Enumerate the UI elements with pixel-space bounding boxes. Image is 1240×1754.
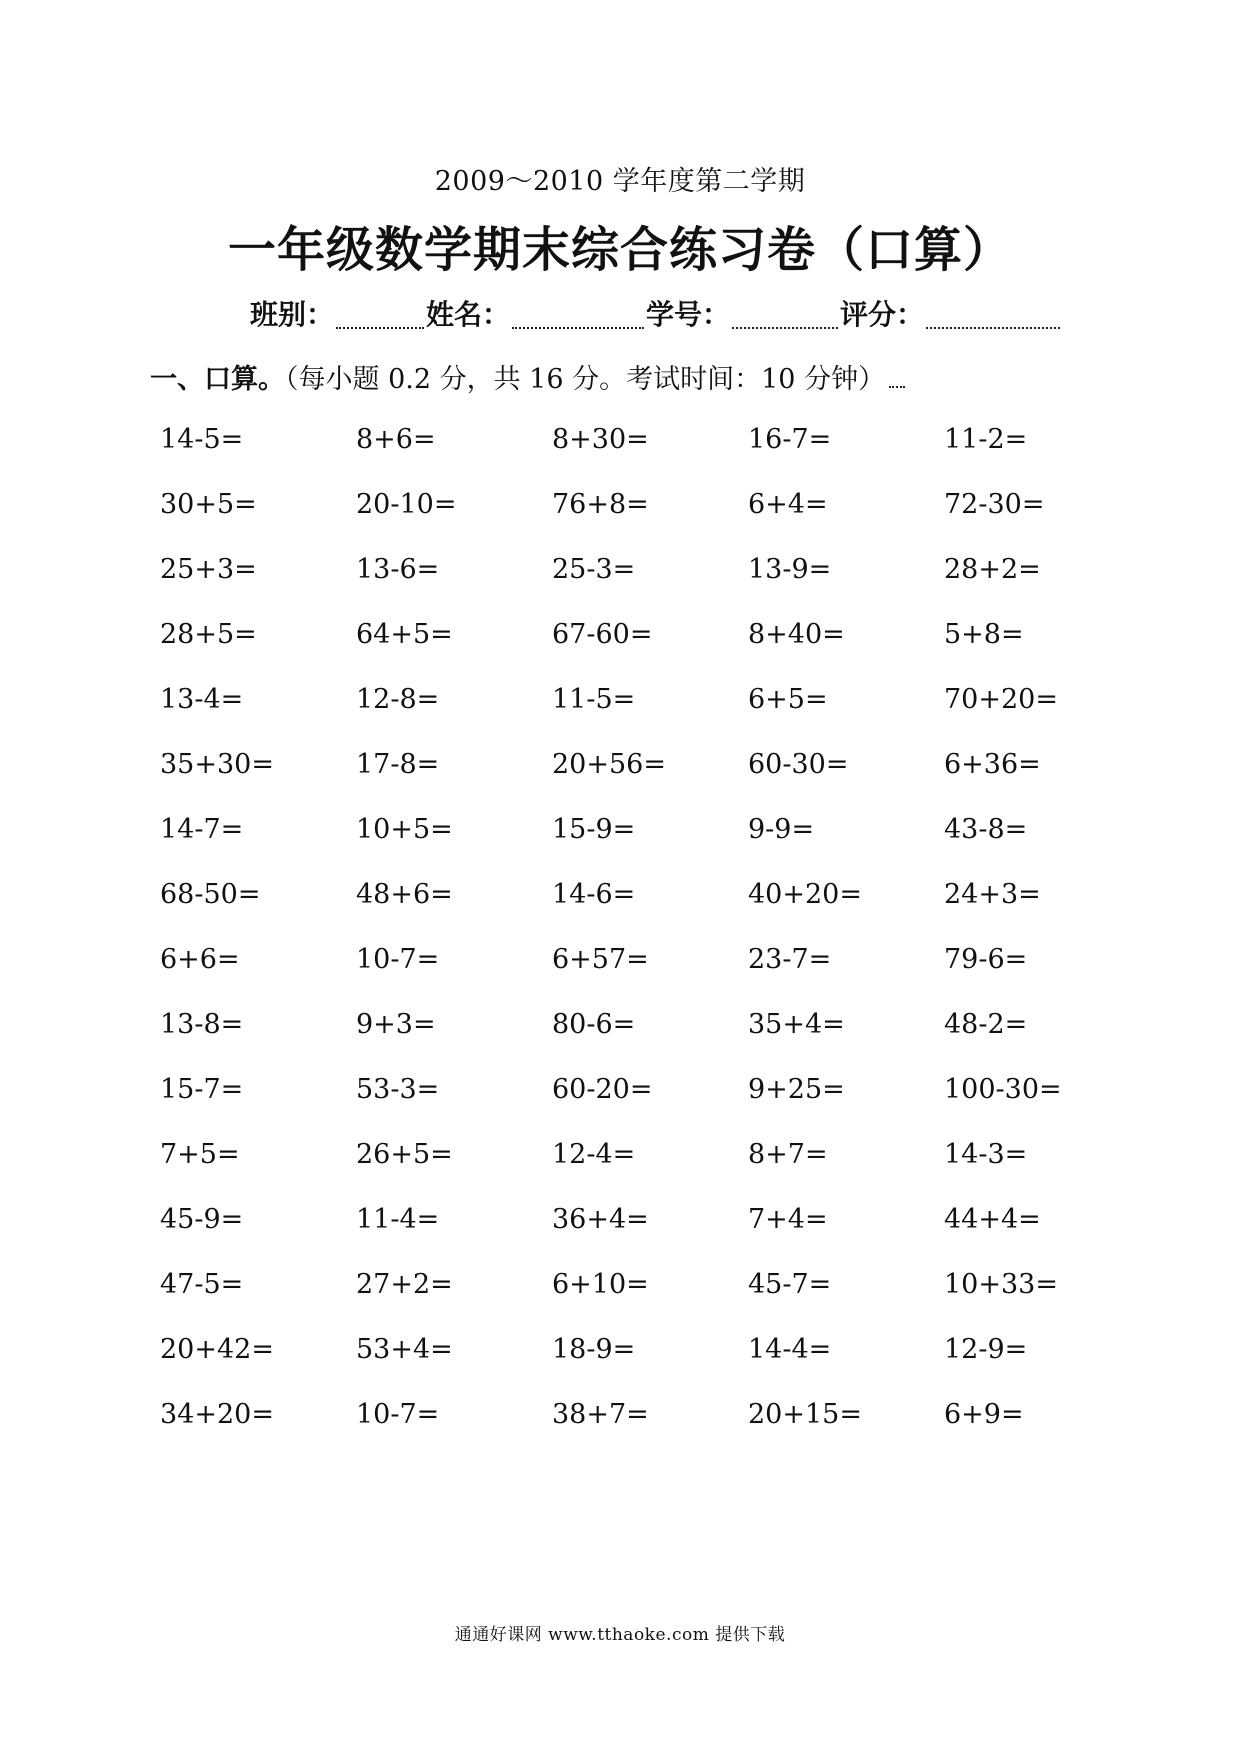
problem-text: 48+6= xyxy=(356,879,453,910)
problem-item[interactable] xyxy=(944,1330,1140,1395)
problem-item[interactable] xyxy=(160,420,356,485)
problem-item[interactable] xyxy=(944,1005,1140,1070)
problem-item[interactable] xyxy=(160,745,356,810)
problem-item[interactable] xyxy=(160,810,356,875)
problem-text: 11-2= xyxy=(944,424,1028,455)
problem-item[interactable] xyxy=(944,1200,1140,1265)
problem-text: 11-5= xyxy=(552,684,636,715)
problem-item[interactable] xyxy=(944,1070,1140,1135)
problem-text: 15-9= xyxy=(552,814,636,845)
problem-text: 14-6= xyxy=(552,879,636,910)
problem-text: 14-7= xyxy=(160,814,244,845)
problem-text: 45-9= xyxy=(160,1204,244,1235)
problem-item[interactable] xyxy=(356,485,552,550)
problem-text: 10-7= xyxy=(356,1399,440,1430)
problem-text: 6+10= xyxy=(552,1269,649,1300)
problem-text: 10+33= xyxy=(944,1269,1058,1300)
problem-text: 35+4= xyxy=(748,1009,845,1040)
problem-item[interactable] xyxy=(356,1070,552,1135)
problem-item[interactable] xyxy=(356,550,552,615)
problem-text: 68-50= xyxy=(160,879,261,910)
problem-item[interactable] xyxy=(160,680,356,745)
problem-text: 12-9= xyxy=(944,1334,1028,1365)
problem-text: 13-8= xyxy=(160,1009,244,1040)
problem-text: 70+20= xyxy=(944,684,1058,715)
class-field[interactable] xyxy=(336,297,424,329)
problem-text: 5+8= xyxy=(944,619,1024,650)
problem-item[interactable] xyxy=(552,1200,748,1265)
problem-item[interactable] xyxy=(748,1265,944,1330)
problem-text: 53+4= xyxy=(356,1334,453,1365)
problem-item[interactable] xyxy=(356,745,552,810)
problem-item[interactable] xyxy=(552,1070,748,1135)
problem-text: 47-5= xyxy=(160,1269,244,1300)
section-number: 一、口算。 xyxy=(150,364,285,395)
score-field[interactable] xyxy=(926,297,1060,329)
problem-text: 36+4= xyxy=(552,1204,649,1235)
problem-item[interactable] xyxy=(748,550,944,615)
problem-text: 6+9= xyxy=(944,1399,1024,1430)
problem-text: 6+36= xyxy=(944,749,1041,780)
problem-item[interactable] xyxy=(944,615,1140,680)
problem-item[interactable] xyxy=(748,1395,944,1460)
problem-text: 9+25= xyxy=(748,1074,845,1105)
name-label: 姓名： xyxy=(426,298,511,331)
problem-item[interactable] xyxy=(748,420,944,485)
problem-item[interactable] xyxy=(748,485,944,550)
problem-item[interactable] xyxy=(748,1330,944,1395)
problem-text: 6+4= xyxy=(748,489,828,520)
score-label: 评分： xyxy=(840,298,925,331)
problem-item[interactable] xyxy=(160,1135,356,1200)
problem-text: 6+5= xyxy=(748,684,828,715)
problem-text: 20+56= xyxy=(552,749,666,780)
problem-text: 34+20= xyxy=(160,1399,274,1430)
problem-item[interactable] xyxy=(552,1135,748,1200)
term-subtitle: 2009～2010 学年度第二学期 xyxy=(434,166,806,197)
problem-item[interactable] xyxy=(944,680,1140,745)
problem-item[interactable] xyxy=(356,1265,552,1330)
problem-text: 17-8= xyxy=(356,749,440,780)
problem-item[interactable] xyxy=(552,420,748,485)
problem-item[interactable] xyxy=(748,875,944,940)
problem-item[interactable] xyxy=(944,1135,1140,1200)
problem-item[interactable] xyxy=(748,745,944,810)
problem-item[interactable] xyxy=(944,875,1140,940)
problem-item[interactable] xyxy=(160,485,356,550)
problem-text: 67-60= xyxy=(552,619,653,650)
problem-text: 45-7= xyxy=(748,1269,832,1300)
problem-item[interactable] xyxy=(356,680,552,745)
problem-item[interactable] xyxy=(356,1135,552,1200)
problem-text: 27+2= xyxy=(356,1269,453,1300)
student-info-row xyxy=(250,293,1070,333)
problem-item[interactable] xyxy=(552,1265,748,1330)
section-dots xyxy=(889,364,905,388)
problem-item[interactable] xyxy=(356,1200,552,1265)
problem-item[interactable] xyxy=(552,680,748,745)
problem-item[interactable] xyxy=(748,1070,944,1135)
problem-item[interactable] xyxy=(552,485,748,550)
problem-item[interactable] xyxy=(552,875,748,940)
problem-text: 20+15= xyxy=(748,1399,862,1430)
problem-text: 10-7= xyxy=(356,944,440,975)
problem-text: 8+7= xyxy=(748,1139,828,1170)
problem-item[interactable] xyxy=(356,810,552,875)
problem-text: 60-20= xyxy=(552,1074,653,1105)
problem-item[interactable] xyxy=(552,550,748,615)
problem-text: 13-6= xyxy=(356,554,440,585)
problem-item[interactable] xyxy=(748,1135,944,1200)
problem-text: 6+57= xyxy=(552,944,649,975)
problem-item[interactable] xyxy=(944,940,1140,1005)
problem-item[interactable] xyxy=(944,1265,1140,1330)
problem-text: 60-30= xyxy=(748,749,849,780)
problem-item[interactable] xyxy=(748,615,944,680)
problem-text: 14-5= xyxy=(160,424,244,455)
problem-text: 28+2= xyxy=(944,554,1041,585)
problem-text: 35+30= xyxy=(160,749,274,780)
problem-text: 11-4= xyxy=(356,1204,440,1235)
problem-text: 14-4= xyxy=(748,1334,832,1365)
problem-text: 20+42= xyxy=(160,1334,274,1365)
problem-text: 76+8= xyxy=(552,489,649,520)
problem-item[interactable] xyxy=(160,875,356,940)
section-heading xyxy=(150,362,1050,398)
problem-text: 25-3= xyxy=(552,554,636,585)
problem-text: 26+5= xyxy=(356,1139,453,1170)
problem-text: 13-9= xyxy=(748,554,832,585)
problem-text: 28+5= xyxy=(160,619,257,650)
class-label: 班别： xyxy=(250,298,335,331)
problem-item[interactable] xyxy=(552,1330,748,1395)
problem-item[interactable] xyxy=(356,940,552,1005)
problem-item[interactable] xyxy=(160,940,356,1005)
footer-credit: 通通好课网 www.tthaoke.com 提供下载 xyxy=(454,1625,786,1645)
problem-text: 15-7= xyxy=(160,1074,244,1105)
student-number-label: 学号： xyxy=(646,298,731,331)
problem-item[interactable] xyxy=(160,1265,356,1330)
problem-item[interactable] xyxy=(944,810,1140,875)
problem-item[interactable] xyxy=(748,1200,944,1265)
problem-item[interactable] xyxy=(552,1005,748,1070)
problem-text: 24+3= xyxy=(944,879,1041,910)
problem-item[interactable] xyxy=(356,1395,552,1460)
section-note: （每小题 0.2 分，共 16 分。考试时间：10 分钟） xyxy=(285,364,886,395)
problem-text: 9-9= xyxy=(748,814,815,845)
student-number-field[interactable] xyxy=(732,297,838,329)
problem-text: 40+20= xyxy=(748,879,862,910)
problem-item[interactable] xyxy=(748,940,944,1005)
problem-item[interactable] xyxy=(748,810,944,875)
problem-item[interactable] xyxy=(160,615,356,680)
problem-item[interactable] xyxy=(160,550,356,615)
problem-item[interactable] xyxy=(160,1070,356,1135)
problem-text: 13-4= xyxy=(160,684,244,715)
problem-item[interactable] xyxy=(160,1330,356,1395)
problem-item[interactable] xyxy=(356,615,552,680)
problem-item[interactable] xyxy=(160,1395,356,1460)
problem-text: 100-30= xyxy=(944,1074,1062,1105)
problem-text: 7+5= xyxy=(160,1139,240,1170)
problem-text: 44+4= xyxy=(944,1204,1041,1235)
problem-text: 25+3= xyxy=(160,554,257,585)
problem-text: 79-6= xyxy=(944,944,1028,975)
problem-text: 48-2= xyxy=(944,1009,1028,1040)
problem-item[interactable] xyxy=(356,1005,552,1070)
problem-item[interactable] xyxy=(944,1395,1140,1460)
problem-item[interactable] xyxy=(356,875,552,940)
problem-text: 6+6= xyxy=(160,944,240,975)
problem-text: 14-3= xyxy=(944,1139,1028,1170)
name-field[interactable] xyxy=(512,297,644,329)
problem-text: 8+40= xyxy=(748,619,845,650)
problem-text: 20-10= xyxy=(356,489,457,520)
problem-grid xyxy=(160,420,1120,1460)
problem-text: 43-8= xyxy=(944,814,1028,845)
problem-text: 53-3= xyxy=(356,1074,440,1105)
problem-text: 16-7= xyxy=(748,424,832,455)
problem-text: 18-9= xyxy=(552,1334,636,1365)
problem-text: 7+4= xyxy=(748,1204,828,1235)
problem-item[interactable] xyxy=(552,810,748,875)
problem-item[interactable] xyxy=(160,1200,356,1265)
problem-text: 72-30= xyxy=(944,489,1045,520)
problem-item[interactable] xyxy=(748,1005,944,1070)
problem-text: 30+5= xyxy=(160,489,257,520)
exam-title: 一年级数学期末综合练习卷（口算） xyxy=(227,222,1012,278)
problem-item[interactable] xyxy=(356,420,552,485)
problem-item[interactable] xyxy=(552,940,748,1005)
problem-text: 38+7= xyxy=(552,1399,649,1430)
problem-item[interactable] xyxy=(748,680,944,745)
problem-text: 64+5= xyxy=(356,619,453,650)
problem-item[interactable] xyxy=(552,615,748,680)
problem-text: 8+30= xyxy=(552,424,649,455)
problem-text: 10+5= xyxy=(356,814,453,845)
problem-item[interactable] xyxy=(356,1330,552,1395)
problem-item[interactable] xyxy=(552,745,748,810)
problem-item[interactable] xyxy=(160,1005,356,1070)
problem-text: 23-7= xyxy=(748,944,832,975)
problem-item[interactable] xyxy=(944,420,1140,485)
problem-text: 80-6= xyxy=(552,1009,636,1040)
problem-item[interactable] xyxy=(944,485,1140,550)
problem-text: 9+3= xyxy=(356,1009,436,1040)
problem-text: 12-4= xyxy=(552,1139,636,1170)
problem-item[interactable] xyxy=(944,745,1140,810)
problem-text: 8+6= xyxy=(356,424,436,455)
problem-text: 12-8= xyxy=(356,684,440,715)
problem-item[interactable] xyxy=(552,1395,748,1460)
problem-item[interactable] xyxy=(944,550,1140,615)
